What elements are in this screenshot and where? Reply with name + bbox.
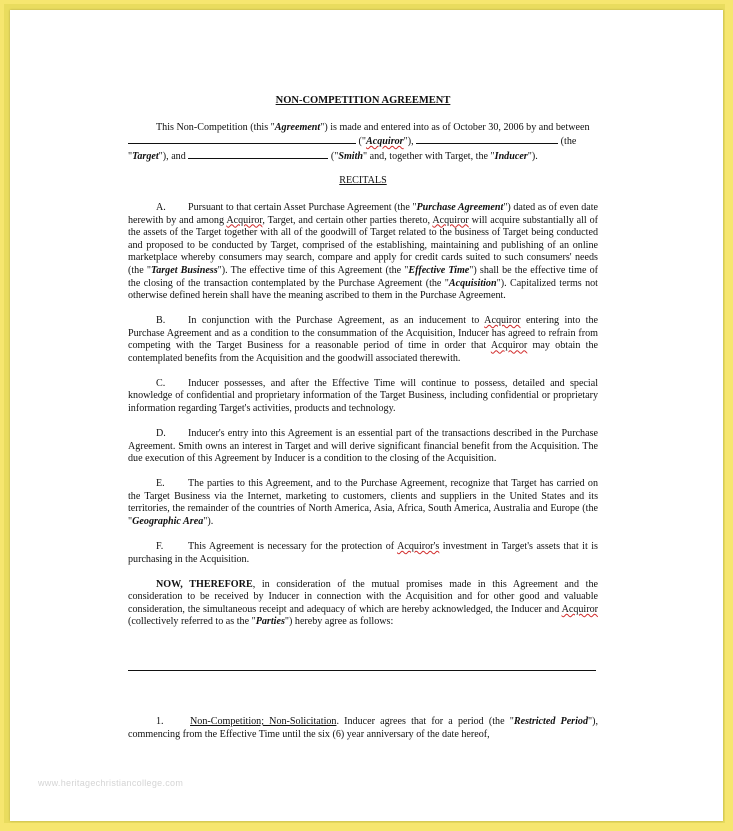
section-1-paragraph: 1. Non-Competition; Non-Solicitation. Inducer agrees that for a period (the "Restricted Period"), commencing from the Effective Time until the six (6) year anniversary of the date hereof, bbox=[128, 716, 599, 740]
blank-line-2 bbox=[416, 134, 558, 144]
recital-d: D. Inducer's entry into this Agreement is an essential part of the transactions described in the Purchase Agreement. Smith owns an interest in Target and will derive significant financial benefit from the Acquisition. The due execution of this Agreement by Inducer is a condition to the closing of the Acquisition. bbox=[128, 428, 598, 465]
watermark-text: www.heritagechristiancollege.com bbox=[38, 778, 184, 788]
horizontal-rule bbox=[128, 670, 596, 671]
recital-f: F. This Agreement is necessary for the protection of Acquiror's investment in Target's assets that it is purchasing in the Acquisition. bbox=[128, 540, 598, 565]
term-smith: Smith bbox=[338, 150, 364, 162]
blank-line-1 bbox=[128, 134, 356, 144]
recital-b: B. In conjunction with the Purchase Agreement, as an inducement to Acquiror entering into the Purchase Agreement and as a condition to the consummation of the Acquisition, Inducer has agreed to refrain from competing with the Target Business for a reasonable period of time in order that Acquiror may obtain the contemplated benefits from the Acquisition and the goodwill associated therewith. bbox=[128, 315, 598, 364]
term-agreement: Agreement bbox=[274, 121, 321, 133]
recital-a: A. Pursuant to that certain Asset Purchase Agreement (the "Purchase Agreement") dated as of even date herewith by and among Acquiror, Target, and certain other parties thereto, Acquiror will acquire substantially all of the assets of the Target together with all of the goodwill of Target related to the business of Target being conducted and proposed to be conducted by Target, comprised of the establishing, maintaining and publishing of an online marketplace whereby consumers may search, compare and apply for credit cards suited to such consumers' needs (the "Target Business"). The effective time of this Agreement (the "Effective Time") shall be the effective time of the closing of the transaction contemplated by the Purchase Agreement (the "Acquisition"). Capitalized terms not otherwise defined herein shall have the meaning ascribed to them in the Purchase Agreement. bbox=[128, 201, 599, 302]
document-body bbox=[128, 95, 598, 641]
document-page bbox=[10, 10, 723, 821]
recital-c: C. Inducer possesses, and after the Effective Time will continue to possess, detailed and special knowledge of confidential and proprietary information of the Target Business, including confidential or proprietary information regarding Target's activities, products and technology. bbox=[128, 377, 598, 415]
section-1-heading: Non-Competition; Non-Solicitation bbox=[190, 716, 337, 727]
recital-e: E. The parties to this Agreement, and to the Purchase Agreement, recognize that Target has carried on the Target Business via the Internet, marketing to customers, clients and suppliers in the United States and its territories, the remainder of the countries of North America, Asia, Africa, South America, Australia and Europe (the "Geographic Area"). bbox=[128, 478, 598, 527]
now-therefore-paragraph: NOW, THEREFORE, in consideration of the mutual promises made in this Agreement and the consideration to be received by Inducer in connection with the Acquisition and for other good and valuable consideration, the simultaneous receipt and adequacy of which are hereby acknowledged, the Inducer and Acquiror (collectively referred to as the "Parties") hereby agree as follows: bbox=[128, 578, 598, 628]
blank-line-3 bbox=[188, 149, 328, 159]
recitals-heading: RECITALS bbox=[339, 175, 387, 187]
document-title: NON-COMPETITION AGREEMENT bbox=[275, 95, 451, 106]
term-inducer: Inducer bbox=[494, 150, 528, 162]
intro-paragraph: This Non-Competition (this "Agreement") is made and entered into as of October 30, 2006 by and between ("Acquiror"), (the "Target"), and ("Smith" and, together with Target, the "Inducer"). bbox=[128, 121, 590, 162]
term-target: Target bbox=[132, 150, 159, 162]
term-acquiror: Acquiror bbox=[366, 136, 404, 148]
